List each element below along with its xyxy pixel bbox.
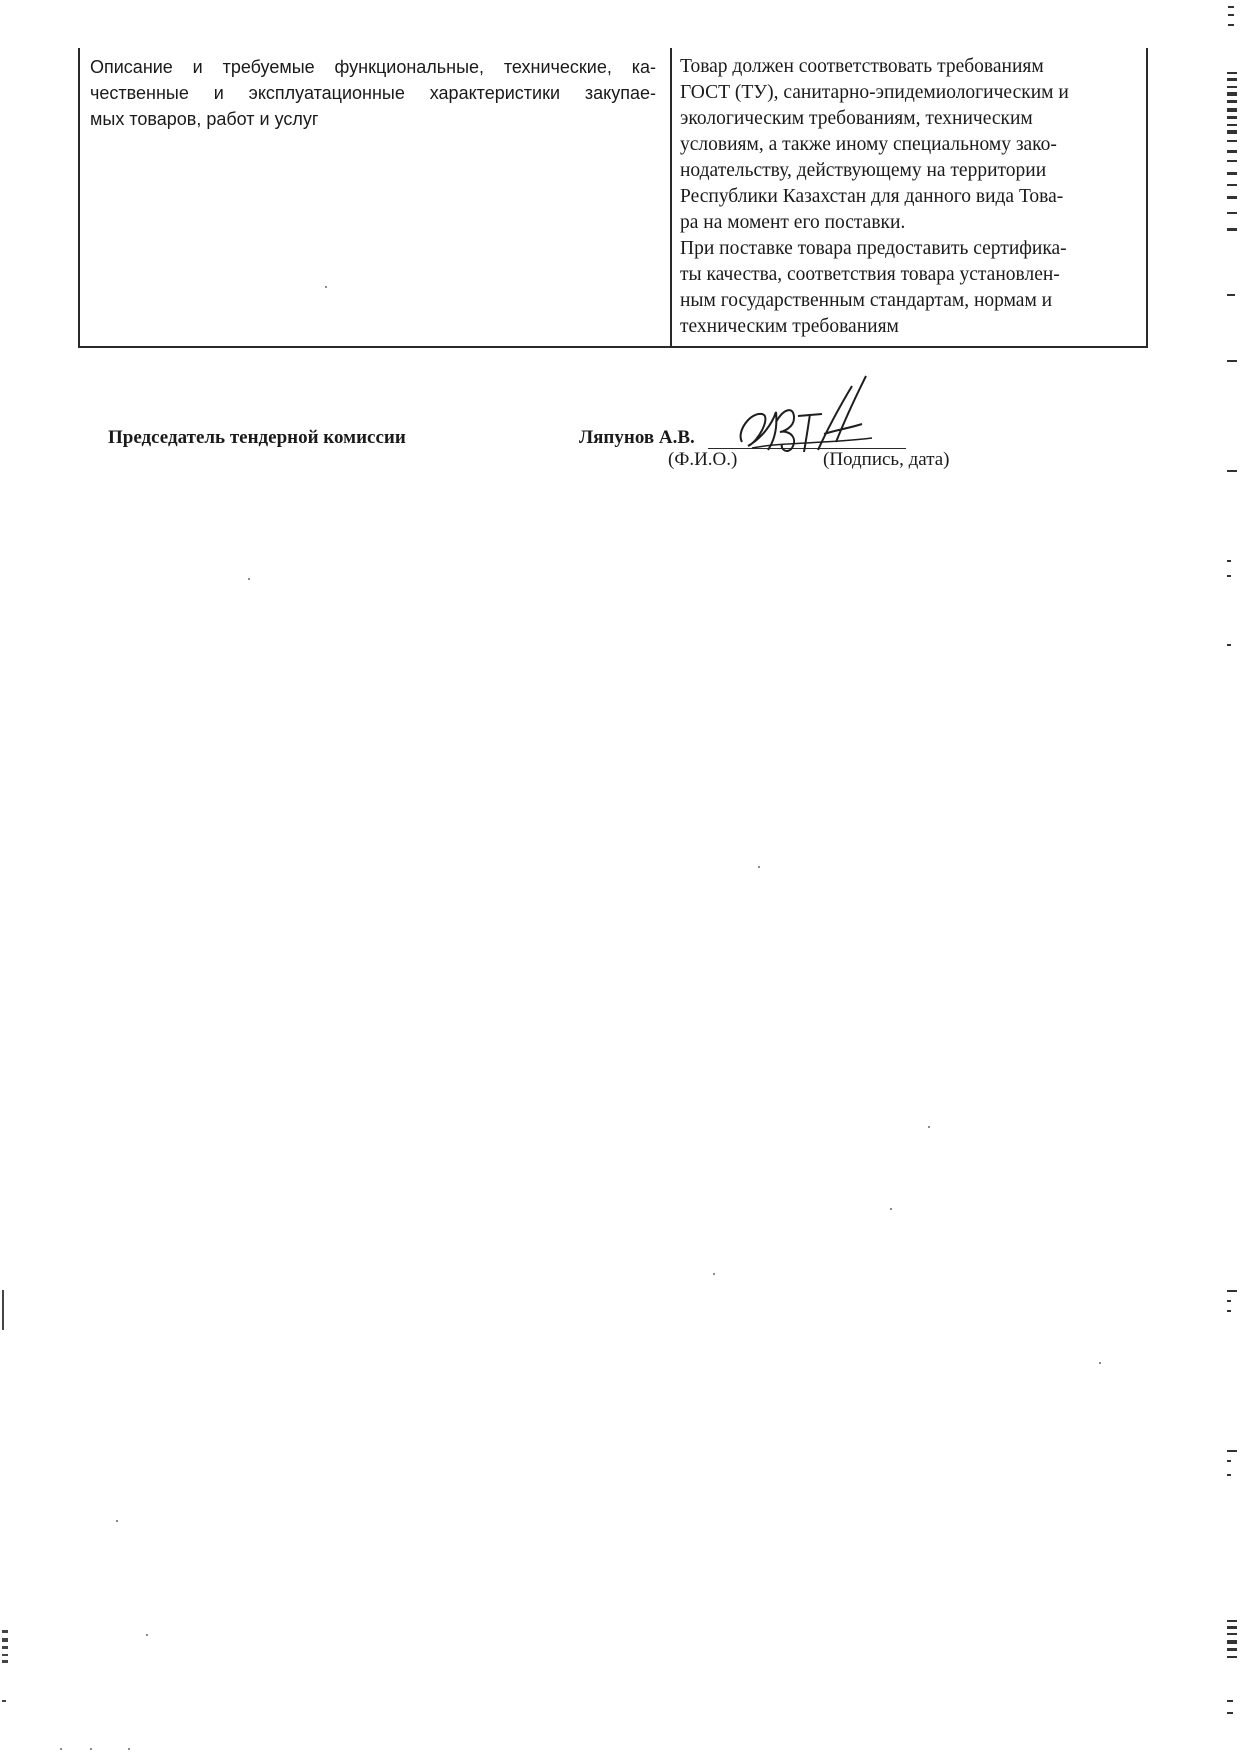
label-line: чественные и эксплуатационные характеристики закупае- [90, 83, 656, 103]
value-line: ГОСТ (ТУ), санитарно-эпидемиологическим и [680, 82, 1069, 103]
value-line: Товар должен соответствовать требованиям [680, 56, 1044, 77]
commission-chair-title: Председатель тендерной комиссии [108, 427, 406, 448]
scan-speck [713, 1273, 715, 1275]
scan-speck [128, 1748, 130, 1750]
value-line: ным государственным стандартам, нормам и [680, 290, 1053, 311]
label-line: Описание и требуемые функциональные, технические, ка- [90, 57, 656, 77]
scan-edge-marks [1210, 0, 1240, 1754]
scan-speck [890, 1208, 892, 1210]
requirements-table [78, 48, 1148, 348]
signature-date-caption: (Подпись, дата) [823, 449, 950, 470]
scan-speck [146, 1634, 148, 1636]
left-scan-edge [0, 0, 14, 1754]
value-line: нодательству, действующему на территории [680, 160, 1047, 181]
value-line: При поставке товара предоставить сертифика- [680, 238, 1067, 259]
requirements-label-cell [90, 54, 656, 132]
scan-speck [116, 1520, 118, 1522]
handwritten-signature [732, 372, 882, 457]
fio-caption: (Ф.И.О.) [668, 449, 738, 470]
scan-speck [248, 578, 250, 580]
value-line: техническим требованиям [680, 316, 899, 337]
column-divider [670, 48, 672, 346]
value-line: условиям, а также иному специальному зако- [680, 134, 1057, 155]
scan-speck [90, 1748, 92, 1750]
scan-speck [758, 866, 760, 868]
value-line: ра на момент его поставки. [680, 212, 906, 233]
scan-speck [1099, 1362, 1101, 1364]
chair-name: Ляпунов А.В. [579, 427, 695, 448]
scan-speck [60, 1748, 62, 1750]
scan-speck [325, 286, 327, 288]
label-line: мых товаров, работ и услуг [90, 109, 319, 129]
requirements-value-cell [680, 54, 1135, 340]
value-line: Республики Казахстан для данного вида Това- [680, 186, 1064, 207]
scan-speck [928, 1126, 930, 1128]
value-line: экологическим требованиям, техническим [680, 108, 1033, 129]
value-line: ты качества, соответствия товара установлен- [680, 264, 1060, 285]
